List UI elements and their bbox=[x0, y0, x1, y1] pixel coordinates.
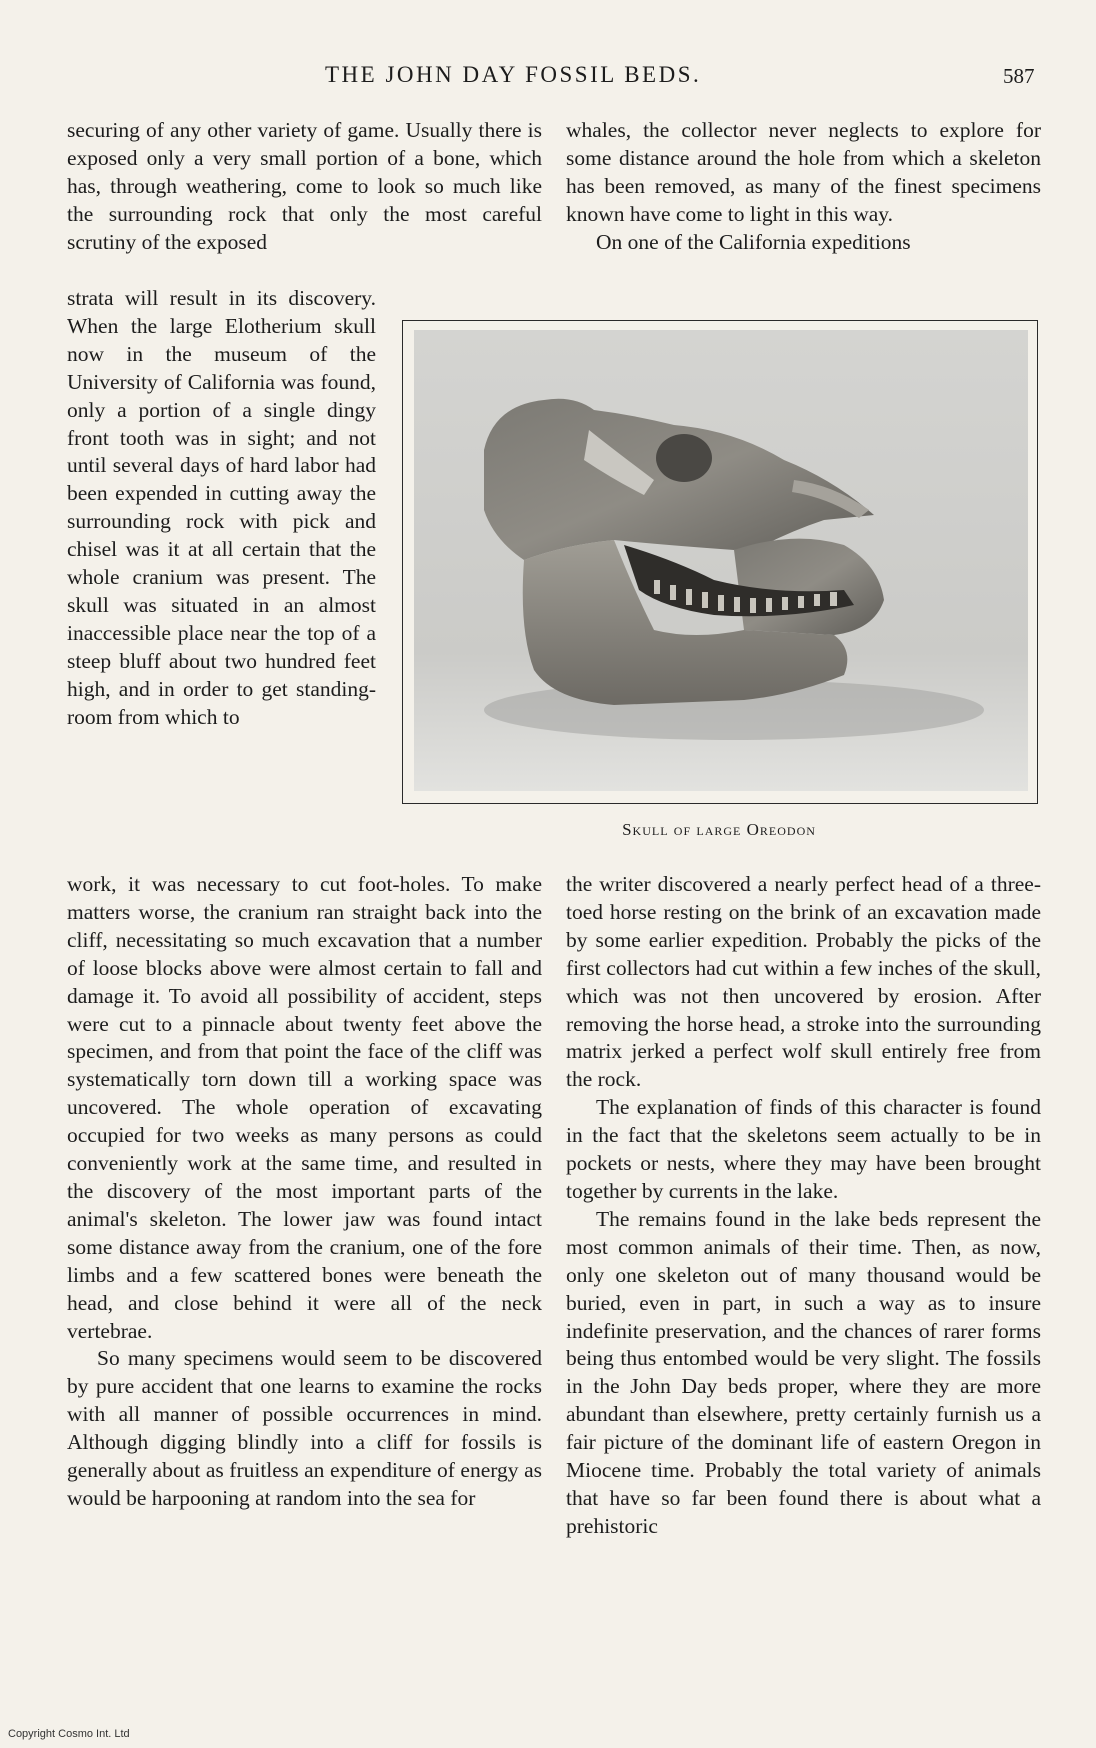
left-paragraph-specimens: So many specimens would seem to be discovered by pure accident that one learns to examine the rocks with all manner of possible occurrences in mind. Although digging blindly into a cliff for fossils is generally about as fruitless an expenditure of energy as would be harpooning at random into the sea for bbox=[67, 1346, 542, 1510]
left-paragraph-wrap: strata will result in its discovery. When the large Elotherium skull now in the museum of the University of California was found, only a portion of a single dingy front tooth was in sight; and not until several days of hard labor had been expended in cutting away the surrounding rock with pick and chisel was it at all certain that the whole cranium was present. The skull was situated in an almost inaccessible place near the top of a steep bluff about two hundred feet high, and in order to get standing-room from which to bbox=[67, 286, 376, 729]
skull-illustration bbox=[414, 330, 1028, 791]
right-paragraph-horse: the writer discovered a nearly perfect head of a three-toed horse resting on the brink of an excavation made by some earlier expedition. Probably the picks of the first collectors had cut within a few inches of the skull, which was not then uncovered by erosion. After removing the horse head, a stroke into the surrounding matrix jerked a perfect wolf skull entirely free from the rock. bbox=[566, 872, 1041, 1092]
copyright-footer: Copyright Cosmo Int. Ltd bbox=[8, 1728, 130, 1740]
right-paragraph-remains: The remains found in the lake beds represent the most common animals of their time. Then, as now, only one skeleton out of many thousand would be buried, even in part, in such a way as to insure indefinite preservation, and the chances of rarer forms being thus entombed would be very slight. The fossils in the John Day beds proper, where they are more abundant than elsewhere, pretty certainly furnish us a fair picture of the dominant life of eastern Oregon in Miocene time. Probably the total variety of animals that have so far been found there is about what a prehistoric bbox=[566, 1206, 1041, 1538]
right-column-top bbox=[566, 117, 1041, 257]
right-paragraph-expeditions: On one of the California expeditions bbox=[596, 229, 911, 254]
right-column-bottom bbox=[566, 871, 1041, 1541]
left-column-bottom bbox=[67, 871, 542, 1513]
skull-photograph bbox=[414, 330, 1028, 791]
left-column-top bbox=[67, 117, 542, 257]
page-number: 587 bbox=[1003, 64, 1035, 88]
running-title: THE JOHN DAY FOSSIL BEDS. bbox=[325, 62, 702, 87]
right-paragraph-explanation: The explanation of finds of this character is found in the fact that the skeletons seem actually to be in pockets or nests, where they may have been brought together by currents in the lake. bbox=[566, 1095, 1041, 1203]
right-paragraph-whales: whales, the collector never neglects to explore for some distance around the hole from which a skeleton has been removed, as many of the finest specimens known have come to light in this way. bbox=[566, 118, 1041, 226]
left-column-narrow bbox=[67, 285, 376, 732]
figure-caption: Skull of large Oreodon bbox=[622, 820, 816, 839]
left-paragraph-continued: work, it was necessary to cut foot-holes. To make matters worse, the cranium ran straight back into the cliff, necessitating so much excavation that a number of loose blocks above were almost certain to fall and damage it. To avoid all possibility of accident, steps were cut to a pinnacle about twenty feet above the specimen, and from that point the face of the cliff was systematically torn down till a working space was uncovered. The whole operation of excavating occupied for two weeks as many persons as could conveniently work at the same time, and resulted in the discovery of the most important parts of the animal's skeleton. The lower jaw was found intact some distance away from the cranium, one of the fore limbs and a few scattered bones were beneath the head, and close behind it were all of the neck vertebrae. bbox=[67, 872, 542, 1343]
left-paragraph-start: securing of any other variety of game. Usually there is exposed only a very small portion of a bone, which has, through weathering, come to look so much like the surrounding rock that only the most careful scrutiny of the exposed bbox=[67, 118, 542, 254]
running-head bbox=[0, 62, 1096, 92]
